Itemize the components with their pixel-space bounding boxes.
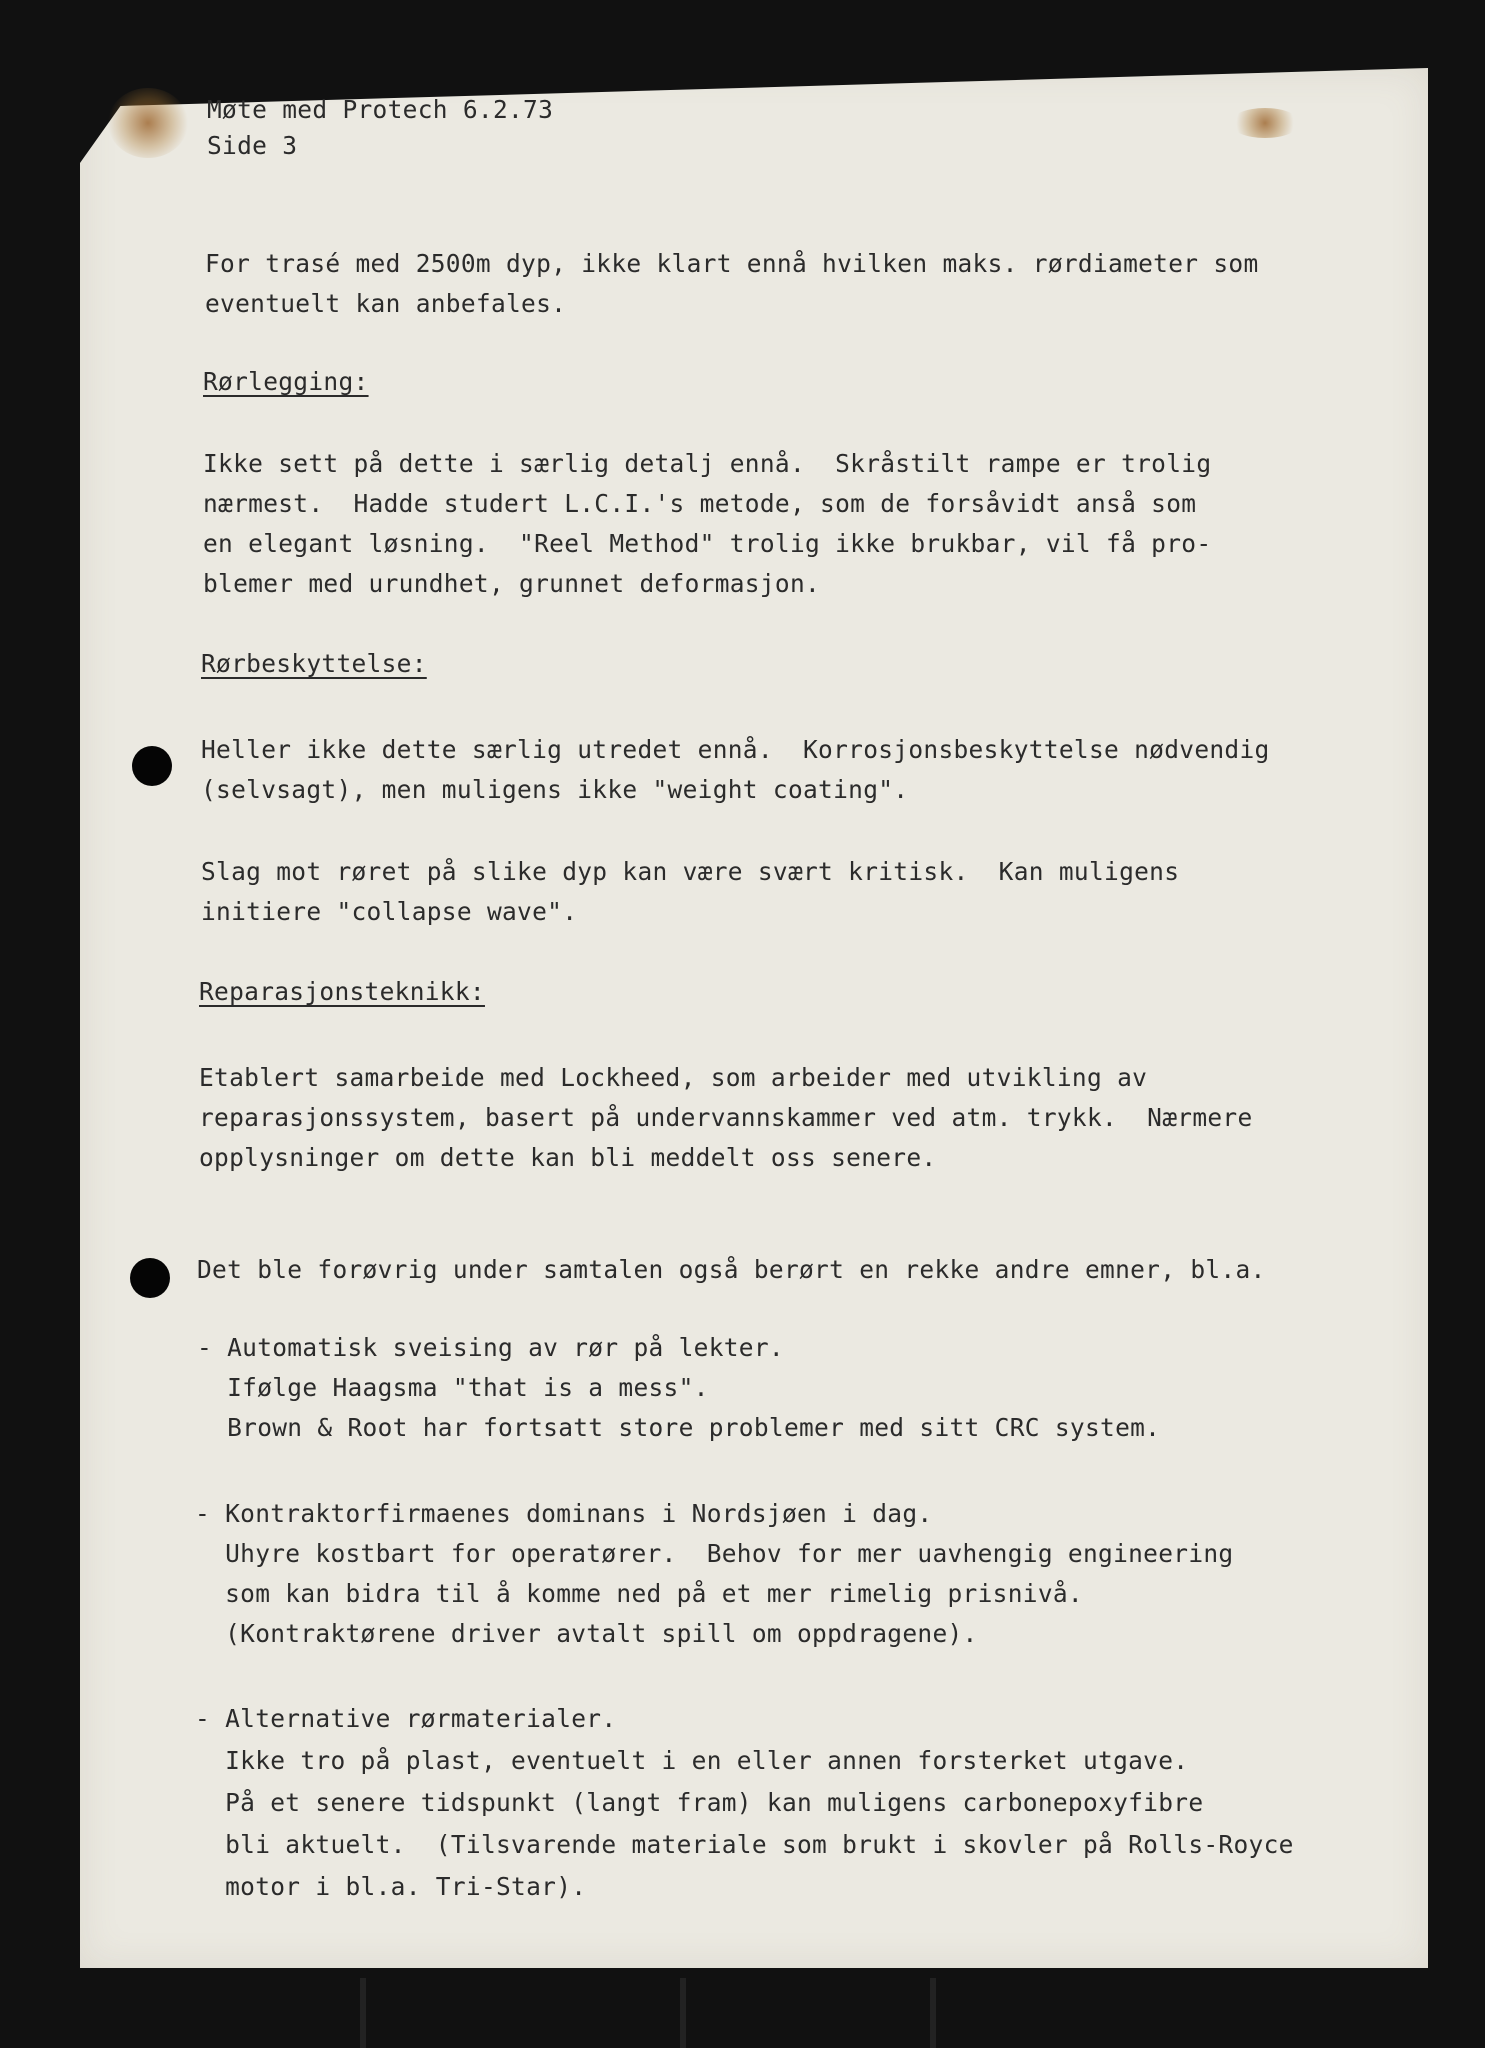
paper-sheet (80, 68, 1428, 1968)
section-paragraph: Slag mot røret på slike dyp kan være svært kritisk. Kan muligens initiere "collapse wave". (201, 857, 1180, 926)
header-page: Side 3 (207, 131, 298, 160)
list-item: - Kontraktorfirmaenes dominans i Nordsjøen i dag. Uhyre kostbart for operatører. Behov for mer uavhengig engineering som kan bidra til å komme ned på et mer rimelig prisnivå. (Kontraktørene driver avtalt spill om oppdragene). (195, 1499, 1234, 1648)
section-heading-pipelaying: Rørlegging: (203, 367, 369, 396)
section-paragraph: Heller ikke dette særlig utredet ennå. Korrosjonsbeskyttelse nødvendig (selvsagt), men muligens ikke "weight coating". (201, 735, 1270, 804)
header-title: Møte med Protech 6.2.73 (207, 95, 554, 124)
intro-paragraph: For trasé med 2500m dyp, ikke klart ennå hvilken maks. rørdiameter som eventuelt kan anbefales. (205, 249, 1259, 318)
list-item: - Automatisk sveising av rør på lekter. Ifølge Haagsma "that is a mess". Brown & Root har fortsatt store problemer med sitt CRC system. (197, 1333, 1161, 1442)
section-heading-pipe-protection: Rørbeskyttelse: (201, 649, 427, 678)
punch-hole (132, 746, 172, 786)
list-item: - Alternative rørmaterialer. Ikke tro på plast, eventuelt i en eller annen forsterket utgave. På et senere tidspunkt (langt fram) kan muligens carbonepoxyfibre bli aktuelt. (Tilsvarende materiale som brukt i skovler på Rolls-Royce motor i bl.a. Tri-Star). (195, 1704, 1294, 1901)
section-paragraph: Etablert samarbeide med Lockheed, som arbeider med utvikling av reparasjonssystem, basert på undervannskammer ved atm. trykk. Nærmere opplysninger om dette kan bli meddelt oss senere. (199, 1063, 1253, 1172)
section-heading-repair-technique: Reparasjonsteknikk: (199, 977, 485, 1006)
punch-hole (130, 1258, 170, 1298)
closing-paragraph: Det ble forøvrig under samtalen også berørt en rekke andre emner, bl.a. (197, 1255, 1266, 1284)
scanner-edge (0, 1978, 1485, 2048)
rust-stain (1230, 108, 1300, 138)
section-paragraph: Ikke sett på dette i særlig detalj ennå. Skråstilt rampe er trolig nærmest. Hadde studert L.C.I.'s metode, som de forsåvidt anså som en elegant løsning. "Reel Method" trolig ikke brukbar, vil få pro- blemer med urundhet, grunnet deformasjon. (203, 449, 1212, 598)
rust-stain (108, 88, 188, 158)
